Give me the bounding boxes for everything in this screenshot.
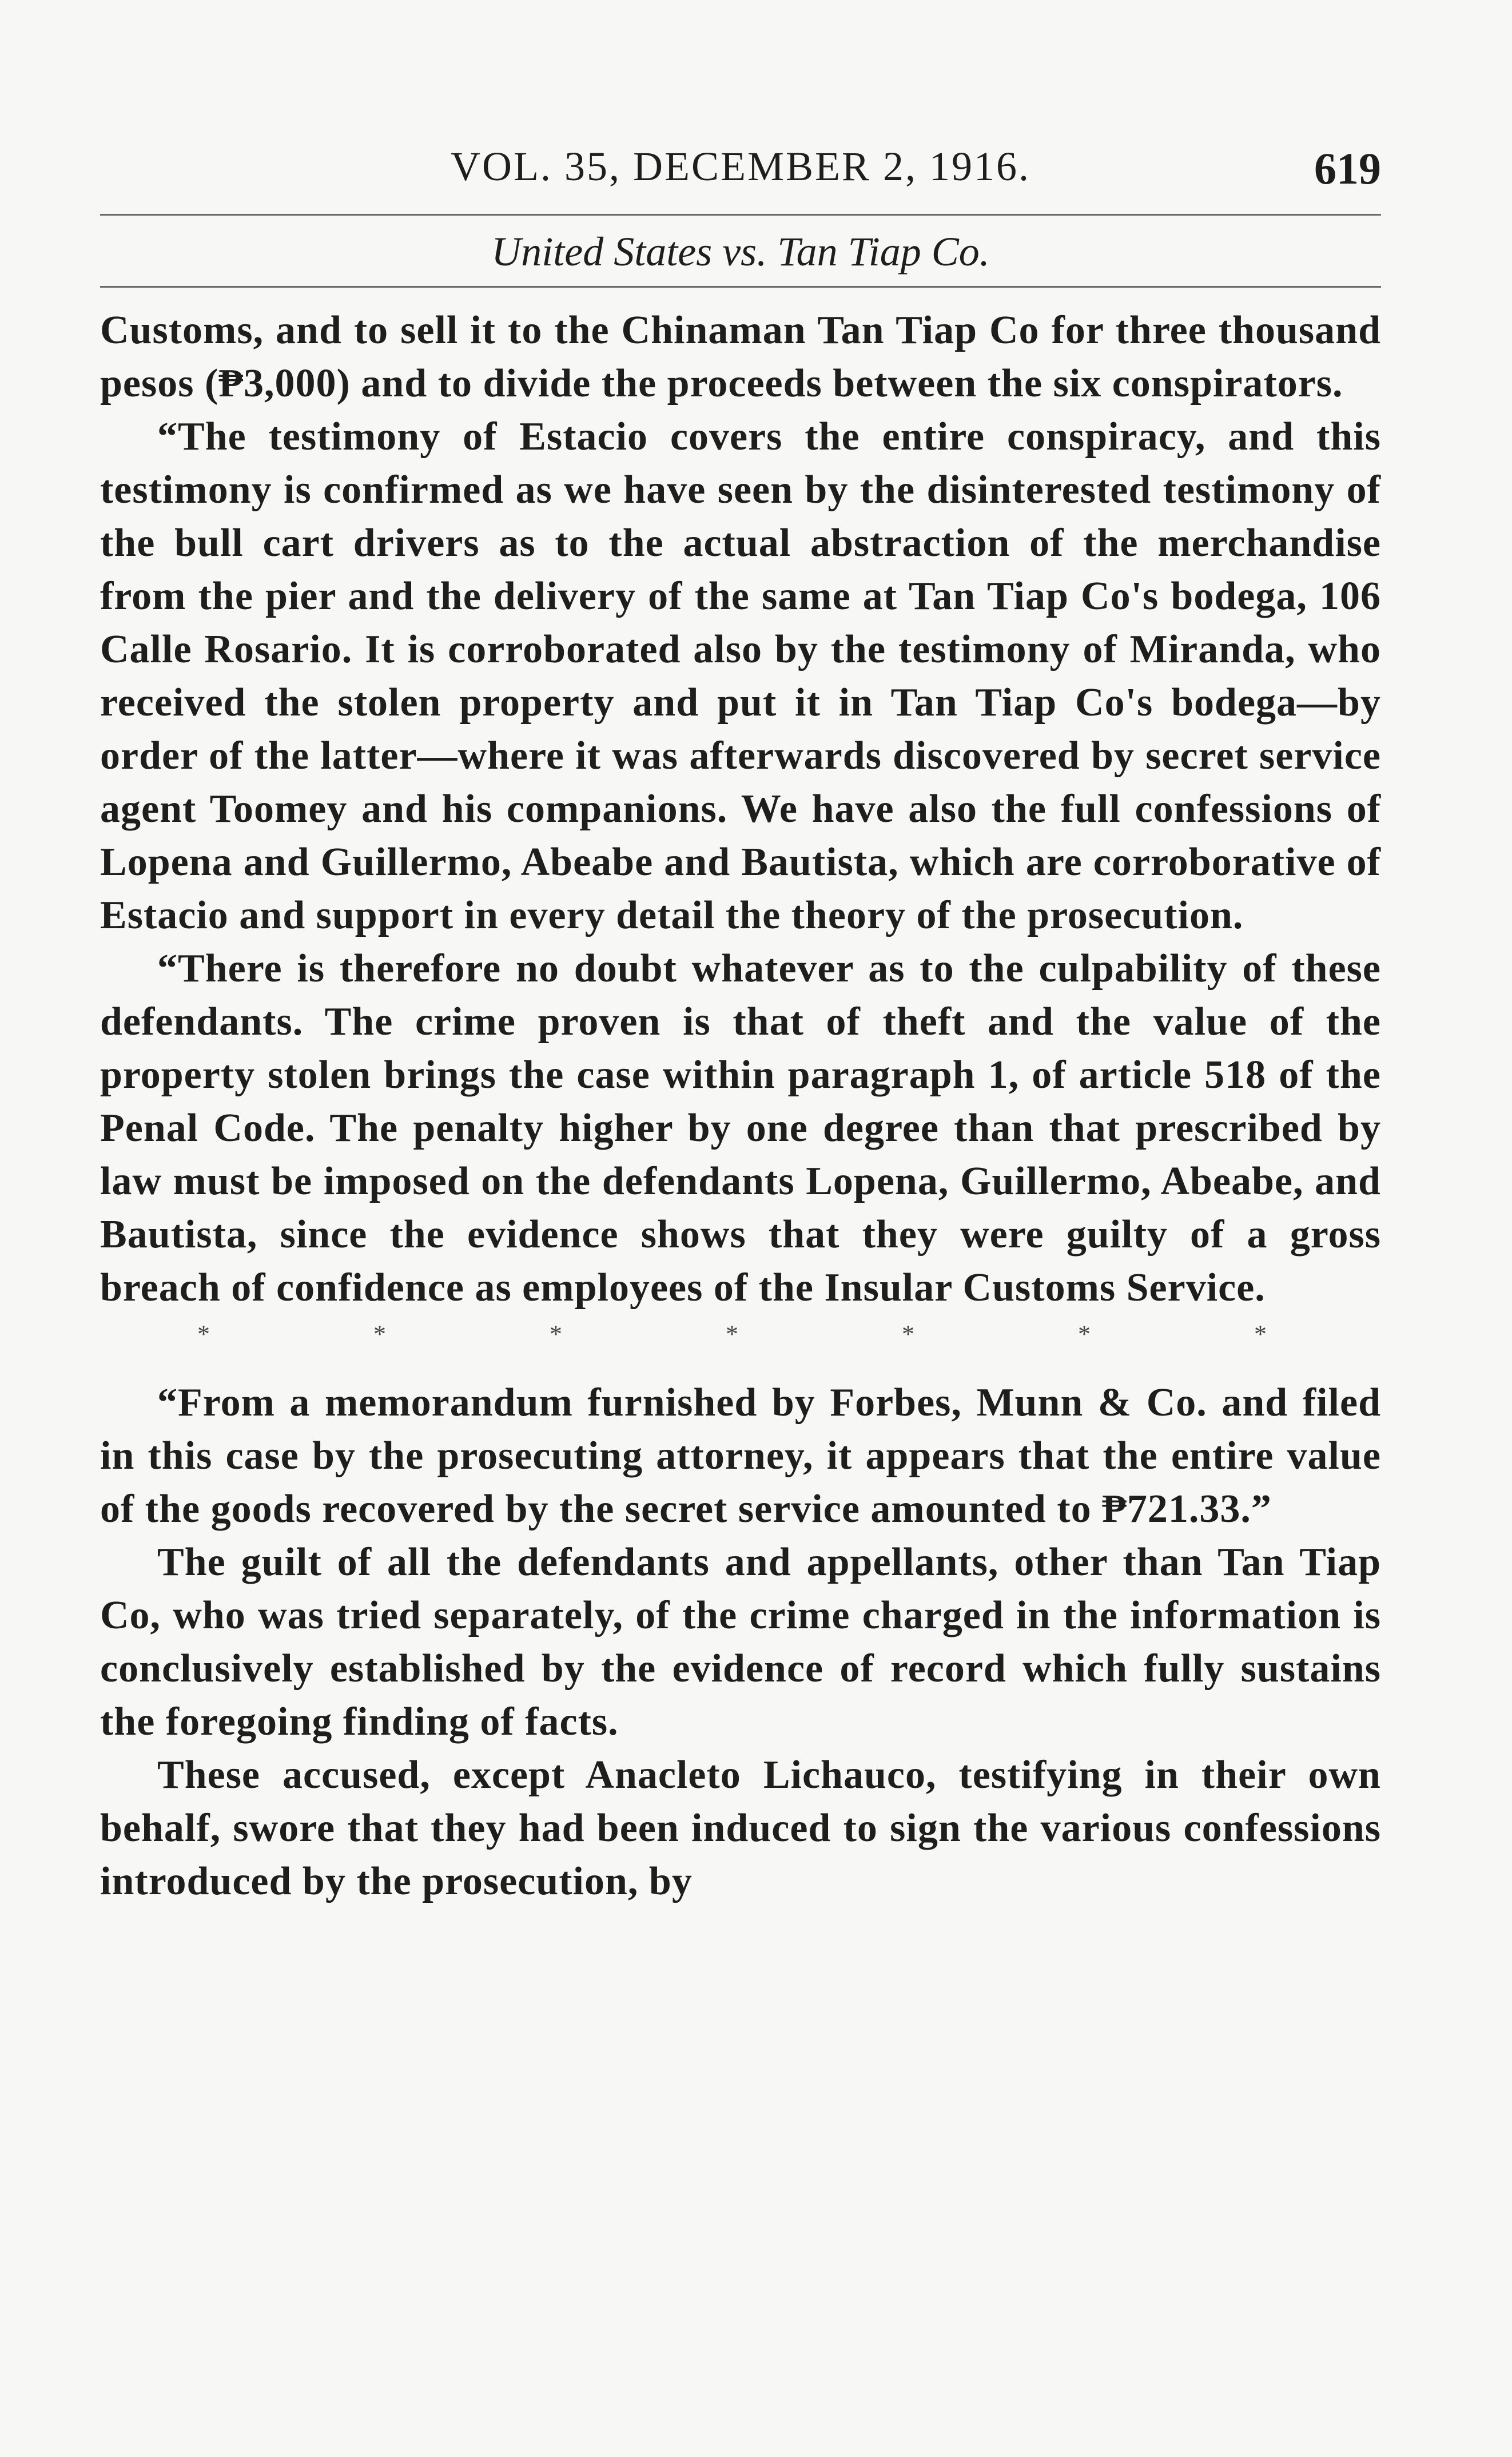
ellipsis-asterisks (100, 1314, 1381, 1354)
paragraph-1: Customs, and to sell it to the Chinaman Tan Tiap Co for three thousand pesos (₱3,000) and to divide the proceeds between the six conspirators. (100, 308, 1381, 405)
asterisk: * (197, 1320, 210, 1348)
document-page (100, 143, 1381, 1908)
header-rule-bottom (100, 286, 1381, 288)
running-head: VOL. 35, DECEMBER 2, 1916. (451, 144, 1030, 189)
paragraph-5: The guilt of all the defendants and appellants, other than Tan Tiap Co, who was tried separately, of the crime charged in the information is conclusively established by the evidence of record which fully sustains the foregoing finding of facts. (100, 1540, 1381, 1744)
page-body (100, 304, 1381, 1908)
page-number: 619 (1314, 144, 1381, 193)
asterisk: * (726, 1320, 738, 1348)
header-rule-top (100, 214, 1381, 216)
asterisk: * (1078, 1320, 1091, 1348)
asterisk: * (1254, 1320, 1267, 1348)
paragraph-3: “There is therefore no doubt whatever as to the culpability of these defendants. The crime proven is that of theft and the value of the property stolen brings the case within paragraph 1, of article 518 of the Penal Code. The penalty higher by one degree than that prescribed by law must be imposed on the defendants Lopena, Guillermo, Abeabe, and Bautista, since the evidence shows that they were guilty of a gross breach of confidence as employees of the Insular Customs Service. (100, 947, 1381, 1310)
paragraph-4: “From a memorandum furnished by Forbes, Munn & Co. and filed in this case by the prosecuting attorney, it appears that the entire value of the goods recovered by the secret service amounted to ₱721.33.” (100, 1381, 1381, 1531)
asterisk: * (902, 1320, 914, 1348)
paragraph-2: “The testimony of Estacio covers the entire conspiracy, and this testimony is confirmed as we have seen by the disinterested testimony of the bull cart drivers as to the actual abstraction of the merchandise from the pier and the delivery of the same at Tan Tiap Co's bodega, 106 Calle Rosario. It is corroborated also by the testimony of Miranda, who received the stolen property and put it in Tan Tiap Co's bodega—by order of the latter—where it was afterwards discovered by secret service agent Toomey and his companions. We have also the full confessions of Lopena and Guillermo, Abeabe and Bautista, which are corroborative of Estacio and support in every detail the theory of the prosecution. (100, 415, 1381, 937)
page-header (100, 143, 1381, 206)
asterisk: * (550, 1320, 562, 1348)
paragraph-6: These accused, except Anacleto Lichauco, testifying in their own behalf, swore that they had been induced to sign the various confessions introduced by the prosecution, by (100, 1753, 1381, 1903)
asterisk: * (373, 1320, 386, 1348)
case-title: United States vs. Tan Tiap Co. (491, 229, 990, 275)
